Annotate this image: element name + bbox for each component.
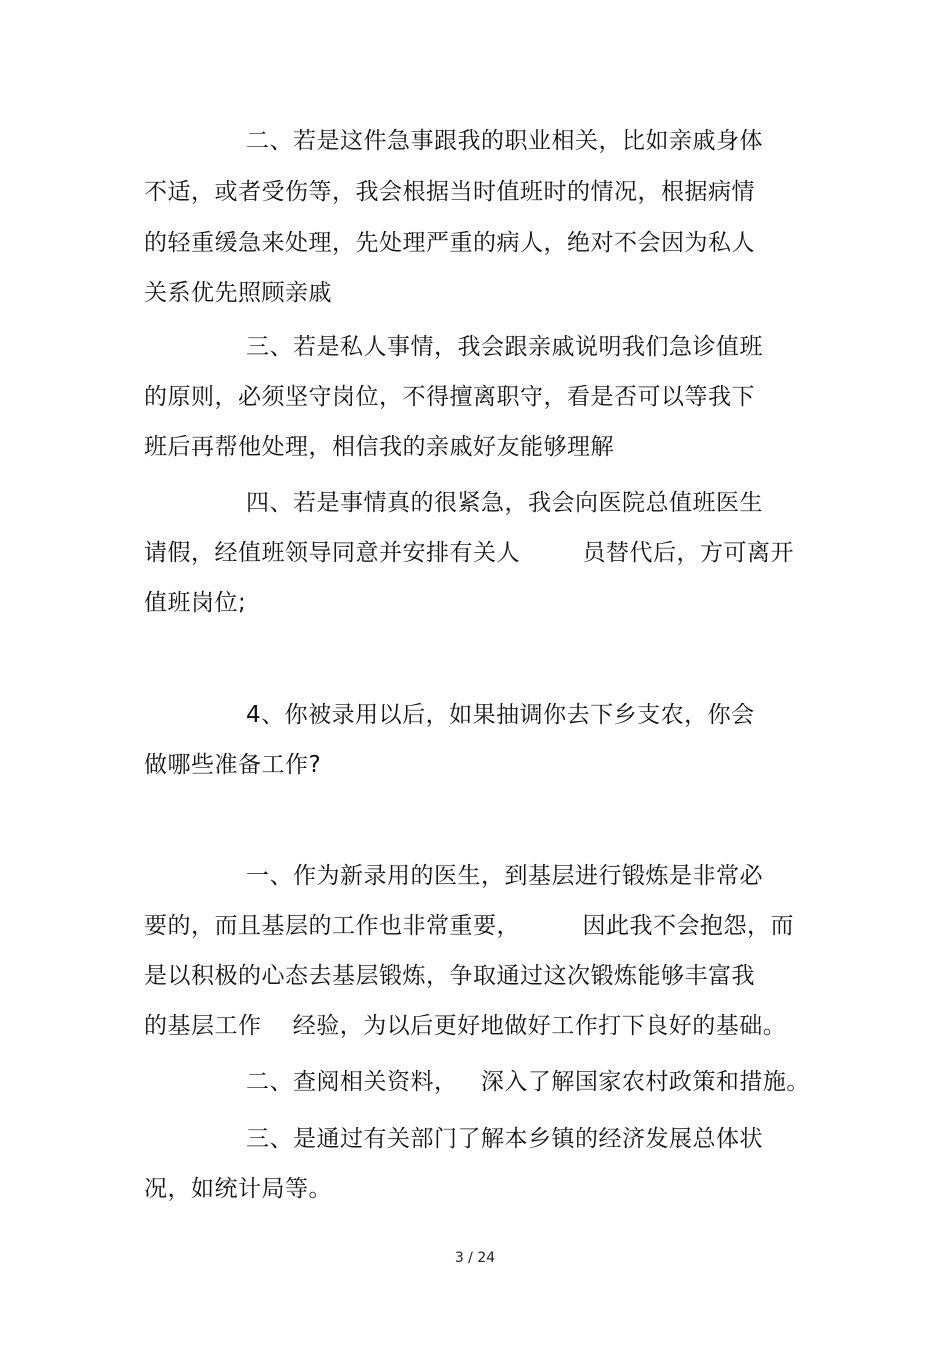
paragraph-line: 班后再帮他处理，相信我的亲戚好友能够理解 <box>144 434 614 460</box>
paragraph-line: 值班岗位; <box>144 590 247 616</box>
paragraph-line: 三、是通过有关部门了解本乡镇的经济发展总体状 <box>246 1126 763 1152</box>
question-line: 4、你被录用以后，如果抽调你去下乡支农，你会 <box>246 702 755 728</box>
paragraph-line: 二、查阅相关资料， 深入了解国家农村政策和措施。 <box>246 1069 810 1095</box>
paragraph-line: 一、作为新录用的医生，到基层进行锻炼是非常必 <box>246 863 763 889</box>
question-line: 做哪些准备工作? <box>144 752 322 778</box>
paragraph-line: 的轻重缓急来处理，先处理严重的病人，绝对不会因为私人 <box>144 230 755 256</box>
paragraph-line: 不适，或者受伤等，我会根据当时值班时的情况，根据病情 <box>144 179 755 205</box>
paragraph-line: 的基层工作 经验，为以后更好地做好工作打下良好的基础。 <box>144 1013 787 1039</box>
paragraph-line: 二、若是这件急事跟我的职业相关，比如亲戚身体 <box>246 128 763 154</box>
paragraph-line: 况，如统计局等。 <box>144 1176 332 1202</box>
paragraph-line: 的原则，必须坚守岗位，不得擅离职守，看是否可以等我下 <box>144 384 755 410</box>
paragraph-line: 四、若是事情真的很紧急，我会向医院总值班医生 <box>246 490 763 516</box>
paragraph-line: 是以积极的心态去基层锻炼，争取通过这次锻炼能够丰富我 <box>144 963 755 989</box>
paragraph-line: 要的，而且基层的工作也非常重要， 因此我不会抱怨，而 <box>144 913 794 939</box>
paragraph-line: 关系优先照顾亲戚 <box>144 280 332 306</box>
paragraph-line: 请假，经值班领导同意并安排有关人 员替代后，方可离开 <box>144 540 794 566</box>
paragraph-line: 三、若是私人事情，我会跟亲戚说明我们急诊值班 <box>246 334 763 360</box>
page-number: 3 / 24 <box>454 1250 496 1266</box>
